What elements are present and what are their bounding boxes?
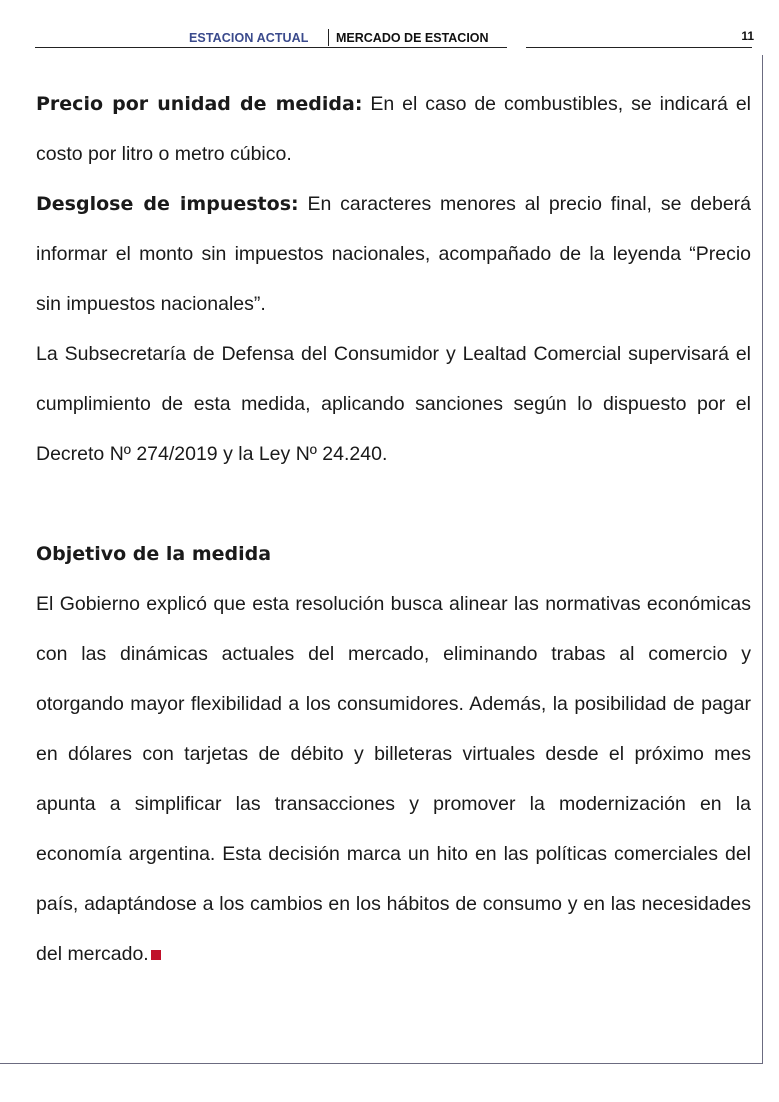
paragraph-text: En caracteres menores al precio final, se deberá informar el monto sin impuestos nacionales, acompañado de la leyenda “Precio sin impuestos nacionales”. bbox=[36, 193, 751, 315]
article-body bbox=[36, 79, 751, 979]
paragraph-text: En el caso de combustibles, se indicará el costo por litro o metro cúbico. bbox=[36, 93, 752, 165]
section-heading: Objetivo de la medida bbox=[36, 543, 272, 565]
section-spacer bbox=[36, 479, 751, 529]
page-frame-right bbox=[762, 55, 763, 1063]
header-article-title: MERCADO DE ESTACION bbox=[336, 31, 489, 45]
header-section-name: ESTACION ACTUAL bbox=[189, 31, 309, 45]
page-number: 11 bbox=[741, 29, 754, 43]
paragraph-subsecretaria: La Subsecretaría de Defensa del Consumidor y Lealtad Comercial supervisará el cumplimiento de esta medida, aplicando sanciones según lo dispuesto por el Decreto Nº 274/2019 y la Ley Nº 24.240. bbox=[36, 343, 751, 465]
paragraph-precio-unidad bbox=[36, 79, 751, 179]
paragraph-desglose-impuestos bbox=[36, 179, 751, 329]
page-frame-bottom bbox=[0, 1063, 763, 1064]
paragraph-objetivo bbox=[36, 579, 751, 979]
paragraph-label: Desglose de impuestos: bbox=[36, 193, 299, 215]
header-rule-right bbox=[526, 47, 752, 48]
header-separator bbox=[328, 29, 329, 46]
end-of-article-mark bbox=[151, 950, 161, 960]
paragraph-text: El Gobierno explicó que esta resolución busca alinear las normativas económicas con las dinámicas actuales del mercado, eliminando trabas al comercio y otorgando mayor flexibilidad a los consumidores. Además, la posibilidad de pagar en dólares con tarjetas de débito y billeteras virtuales desde el próximo mes apunta a simplificar las transacciones y promover la modernización en la economía argentina. Esta decisión marca un hito en las políticas comerciales del país, adaptándose a los cambios en los hábitos de consumo y en las necesidades del mercado. bbox=[36, 593, 751, 965]
paragraph-label: Precio por unidad de medida: bbox=[36, 93, 363, 115]
header-rule-left bbox=[35, 47, 507, 48]
